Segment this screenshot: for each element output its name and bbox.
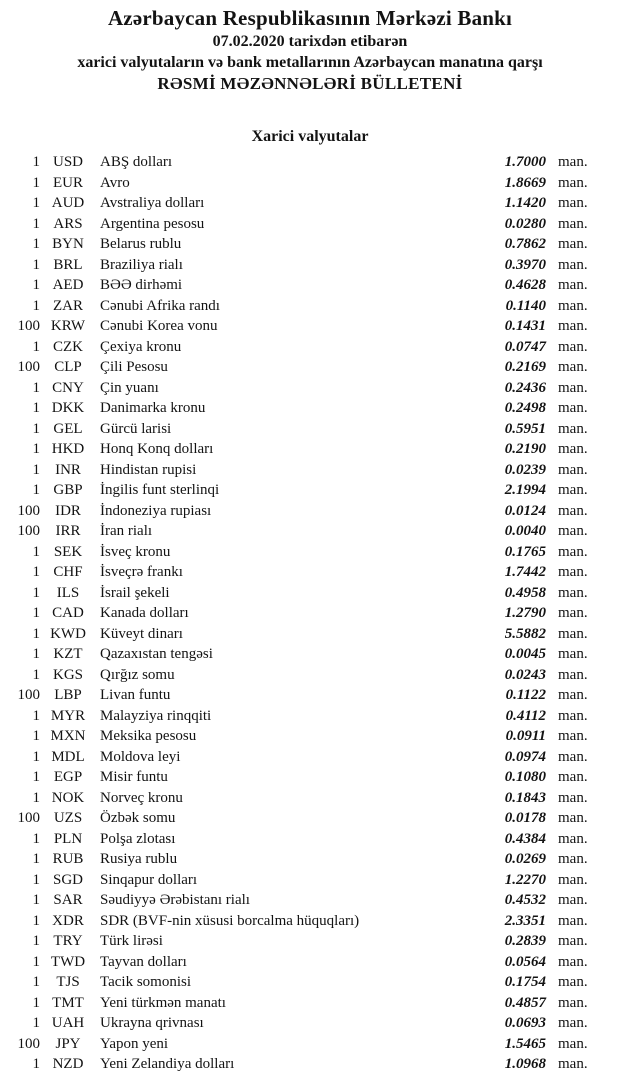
currency-code-cell: TJS: [56, 974, 80, 990]
currency-code-cell: USD: [52, 154, 83, 170]
unit-cell: man.: [558, 564, 588, 580]
quantity-cell: 1: [32, 482, 40, 498]
currency-name-cell: Malayziya rinqqiti: [100, 707, 212, 724]
currency-code-cell: MDL: [51, 748, 85, 765]
quantity-cell: 1: [32, 851, 40, 867]
unit-cell: man.: [558, 502, 588, 519]
rate-value-cell: 0.1843: [504, 789, 546, 806]
unit-cell: man.: [558, 933, 588, 949]
currency-code-cell: ARS: [53, 215, 83, 232]
currency-name-cell: Danimarka kronu: [100, 400, 206, 416]
unit-cell: man.: [558, 318, 588, 334]
table-row: [14, 439, 600, 460]
table-row: [14, 214, 600, 235]
currency-code-cell: ZAR: [53, 297, 83, 314]
quantity-cell: 1: [32, 912, 40, 929]
currency-code-cell: EGP: [53, 769, 83, 785]
table-row: [14, 993, 600, 1014]
currency-name-cell: Çin yuanı: [100, 379, 159, 396]
currency-name-cell: Çexiya kronu: [100, 338, 182, 355]
currency-code-cell: TMT: [52, 994, 84, 1011]
quantity-cell: 1: [32, 297, 40, 314]
rate-value-cell: 1.2270: [504, 871, 546, 888]
currency-code-cell: KWD: [50, 625, 86, 642]
rate-value-cell: 0.0178: [504, 810, 546, 826]
quantity-cell: 1: [32, 605, 40, 621]
table-row: [14, 747, 600, 768]
table-row: [14, 870, 600, 891]
table-row: [14, 234, 600, 255]
unit-cell: man.: [558, 728, 588, 744]
currency-name-cell: Cənubi Korea vonu: [100, 318, 218, 334]
table-row: [14, 706, 600, 727]
currency-name-cell: Yeni Zelandiya dolları: [100, 1056, 235, 1072]
table-row: [14, 357, 600, 378]
unit-cell: man.: [558, 994, 588, 1011]
unit-cell: man.: [558, 892, 588, 908]
currency-code-cell: CLP: [54, 359, 82, 375]
currency-name-cell: Polşa zlotası: [100, 830, 176, 847]
rate-value-cell: 2.1994: [504, 482, 546, 498]
quantity-cell: 1: [32, 236, 40, 252]
quantity-cell: 1: [32, 953, 40, 970]
currency-name-cell: Gürcü larisi: [100, 420, 172, 437]
quantity-cell: 1: [32, 728, 40, 744]
quantity-cell: 1: [32, 830, 40, 847]
rate-value-cell: 0.0045: [504, 646, 546, 662]
currency-name-cell: Çili Pesosu: [100, 359, 168, 375]
rate-value-cell: 0.4532: [504, 892, 546, 908]
unit-cell: man.: [558, 646, 588, 662]
currency-code-cell: DKK: [51, 400, 85, 416]
quantity-cell: 1: [32, 769, 40, 785]
quantity-cell: 1: [32, 1056, 40, 1072]
currency-code-cell: UAH: [51, 1015, 85, 1031]
currency-name-cell: İndoneziya rupiası: [100, 502, 212, 519]
table-row: [14, 603, 600, 624]
unit-cell: man.: [558, 605, 588, 621]
table-row: [14, 624, 600, 645]
section-title: Xarici valyutalar: [251, 128, 369, 145]
rate-value-cell: 1.7000: [504, 154, 546, 170]
currency-code-cell: CAD: [52, 605, 84, 621]
currency-code-cell: MXN: [50, 728, 86, 744]
currency-code-cell: MYR: [50, 707, 86, 724]
table-row: [14, 644, 600, 665]
quantity-cell: 1: [32, 625, 40, 642]
quantity-cell: 1: [32, 420, 40, 437]
unit-cell: man.: [558, 420, 588, 437]
quantity-cell: 1: [32, 277, 40, 293]
currency-code-cell: AED: [52, 277, 84, 293]
unit-cell: man.: [558, 748, 588, 765]
unit-cell: man.: [558, 256, 588, 273]
quantity-cell: 1: [32, 400, 40, 416]
currency-name-cell: Kanada dolları: [100, 605, 189, 621]
rate-value-cell: 0.0280: [504, 215, 546, 232]
quantity-cell: 1: [32, 871, 40, 888]
rate-value-cell: 0.4384: [504, 830, 546, 847]
unit-cell: man.: [558, 338, 588, 355]
unit-cell: man.: [558, 1035, 588, 1052]
quantity-cell: 1: [32, 215, 40, 232]
table-row: [14, 726, 600, 747]
quantity-cell: 1: [32, 379, 40, 396]
unit-cell: man.: [558, 789, 588, 806]
currency-code-cell: EUR: [53, 174, 83, 191]
quantity-cell: 100: [17, 359, 40, 375]
table-row: [14, 460, 600, 481]
currency-name-cell: Özbək somu: [100, 810, 176, 826]
currency-code-cell: INR: [55, 461, 81, 478]
currency-code-cell: BRL: [53, 256, 83, 273]
currency-name-cell: Honq Konq dolları: [100, 441, 214, 457]
currency-code-cell: CHF: [53, 564, 83, 580]
quantity-cell: 1: [32, 707, 40, 724]
currency-code-cell: CNY: [52, 379, 84, 396]
rate-value-cell: 0.4628: [504, 277, 546, 293]
table-row: [14, 255, 600, 276]
currency-name-cell: BƏƏ dirhəmi: [100, 277, 183, 293]
unit-cell: man.: [558, 912, 588, 929]
currency-name-cell: Sinqapur dolları: [100, 871, 198, 888]
currency-code-cell: SAR: [53, 892, 83, 908]
unit-cell: man.: [558, 400, 588, 416]
table-row: [14, 829, 600, 850]
table-row: [14, 767, 600, 788]
quantity-cell: 1: [32, 748, 40, 765]
currency-code-cell: PLN: [53, 830, 83, 847]
currency-code-cell: NZD: [52, 1056, 84, 1072]
rate-value-cell: 0.2190: [504, 441, 546, 457]
quantity-cell: 1: [32, 154, 40, 170]
table-row: [14, 583, 600, 604]
quantity-cell: 1: [32, 195, 40, 211]
table-row: [14, 316, 600, 337]
currency-name-cell: Cənubi Afrika randı: [100, 297, 220, 314]
table-row: [14, 193, 600, 214]
quantity-cell: 1: [32, 646, 40, 662]
rate-value-cell: 0.0124: [504, 502, 546, 519]
currency-name-cell: İran rialı: [100, 523, 153, 539]
table-row: [14, 296, 600, 317]
rate-value-cell: 0.0693: [504, 1015, 546, 1031]
rate-value-cell: 5.5882: [504, 625, 546, 642]
quantity-cell: 100: [17, 687, 40, 703]
table-row: [14, 521, 600, 542]
currency-name-cell: Misir funtu: [100, 769, 168, 785]
currency-code-cell: HKD: [51, 441, 85, 457]
quantity-cell: 1: [32, 933, 40, 949]
currency-code-cell: KRW: [50, 318, 86, 334]
currency-name-cell: Hindistan rupisi: [100, 461, 197, 478]
table-row: [14, 931, 600, 952]
currency-name-cell: Livan funtu: [100, 687, 171, 703]
currency-name-cell: Tacik somonisi: [100, 974, 192, 990]
table-row: [14, 542, 600, 563]
rate-value-cell: 0.1080: [504, 769, 546, 785]
currency-name-cell: Rusiya rublu: [100, 851, 178, 867]
rate-value-cell: 0.0243: [504, 666, 546, 683]
rate-value-cell: 0.0040: [504, 523, 546, 539]
unit-cell: man.: [558, 1056, 588, 1072]
currency-name-cell: ABŞ dolları: [100, 154, 173, 170]
currency-code-cell: LBP: [54, 687, 82, 703]
unit-cell: man.: [558, 871, 588, 888]
currency-name-cell: Türk lirəsi: [100, 933, 163, 949]
rate-value-cell: 0.1122: [505, 687, 546, 703]
currency-name-cell: Yeni türkmən manatı: [100, 994, 226, 1011]
table-row: [14, 952, 600, 973]
rate-value-cell: 0.1765: [504, 543, 546, 560]
currency-name-cell: İsveç kronu: [100, 543, 171, 560]
rate-value-cell: 0.0911: [505, 728, 546, 744]
currency-name-cell: Səudiyyə Ərəbistanı rialı: [100, 892, 250, 908]
unit-cell: man.: [558, 523, 588, 539]
unit-cell: man.: [558, 666, 588, 683]
unit-cell: man.: [558, 625, 588, 642]
currency-name-cell: Küveyt dinarı: [100, 625, 183, 642]
currency-name-cell: Qazaxıstan tengəsi: [100, 646, 213, 662]
rate-value-cell: 1.1420: [504, 195, 546, 211]
quantity-cell: 1: [32, 174, 40, 191]
rate-value-cell: 0.2169: [504, 359, 546, 375]
quantity-cell: 1: [32, 441, 40, 457]
rate-value-cell: 1.5465: [504, 1035, 546, 1052]
rate-value-cell: 0.0564: [504, 953, 546, 970]
unit-cell: man.: [558, 379, 588, 396]
quantity-cell: 1: [32, 338, 40, 355]
rate-value-cell: 0.4857: [504, 994, 546, 1011]
rate-value-cell: 0.0239: [504, 461, 546, 478]
unit-cell: man.: [558, 195, 588, 211]
quantity-cell: 1: [32, 892, 40, 908]
currency-code-cell: XDR: [52, 912, 84, 929]
rate-value-cell: 0.2498: [504, 400, 546, 416]
table-row: [14, 275, 600, 296]
currency-code-cell: GBP: [53, 482, 83, 498]
currency-name-cell: Norveç kronu: [100, 789, 183, 806]
quantity-cell: 1: [32, 974, 40, 990]
rate-value-cell: 0.4112: [505, 707, 546, 724]
bank-title: Azərbaycan Respublikasının Mərkəzi Bankı: [107, 6, 513, 30]
currency-code-cell: AUD: [51, 195, 85, 211]
rate-value-cell: 1.8669: [504, 174, 546, 191]
rate-value-cell: 0.2436: [504, 379, 546, 396]
quantity-cell: 1: [32, 994, 40, 1011]
rate-value-cell: 1.2790: [504, 605, 546, 621]
currency-name-cell: Belarus rublu: [100, 236, 182, 252]
rate-value-cell: 0.4958: [504, 584, 546, 601]
table-row: [14, 1054, 600, 1073]
currency-code-cell: KZT: [53, 646, 83, 662]
table-row: [14, 152, 600, 173]
unit-cell: man.: [558, 769, 588, 785]
unit-cell: man.: [558, 830, 588, 847]
quantity-cell: 1: [32, 1015, 40, 1031]
unit-cell: man.: [558, 215, 588, 232]
unit-cell: man.: [558, 297, 588, 314]
table-row: [14, 480, 600, 501]
bulletin-header: [0, 0, 620, 95]
currency-name-cell: Meksika pesosu: [100, 728, 197, 744]
currency-name-cell: Ukrayna qrivnası: [100, 1015, 204, 1031]
currency-name-cell: Yapon yeni: [100, 1035, 169, 1052]
unit-cell: man.: [558, 482, 588, 498]
table-row: [14, 378, 600, 399]
currency-code-cell: CZK: [53, 338, 83, 355]
unit-cell: man.: [558, 687, 588, 703]
unit-cell: man.: [558, 236, 588, 252]
table-row: [14, 1013, 600, 1034]
table-row: [14, 972, 600, 993]
rate-value-cell: 0.1140: [505, 297, 546, 314]
currency-code-cell: RUB: [52, 851, 84, 867]
unit-cell: man.: [558, 707, 588, 724]
table-row: [14, 337, 600, 358]
rate-value-cell: 0.1431: [504, 318, 546, 334]
currency-code-cell: IRR: [55, 523, 81, 539]
unit-cell: man.: [558, 543, 588, 560]
rate-value-cell: 1.7442: [504, 564, 546, 580]
table-row: [14, 1034, 600, 1055]
unit-cell: man.: [558, 277, 588, 293]
effective-date-line: 07.02.2020 tarixdən etibarən: [212, 33, 408, 50]
currency-code-cell: SEK: [53, 543, 83, 560]
quantity-cell: 1: [32, 564, 40, 580]
table-row: [14, 911, 600, 932]
currency-name-cell: Argentina pesosu: [100, 215, 205, 232]
quantity-cell: 1: [32, 789, 40, 806]
quantity-cell: 1: [32, 461, 40, 478]
table-row: [14, 788, 600, 809]
unit-cell: man.: [558, 974, 588, 990]
bulletin-title: RƏSMİ MƏZƏNNƏLƏRİ BÜLLETENİ: [157, 74, 463, 93]
unit-cell: man.: [558, 810, 588, 826]
unit-cell: man.: [558, 174, 588, 191]
unit-cell: man.: [558, 441, 588, 457]
rate-value-cell: 0.0269: [504, 851, 546, 867]
currency-name-cell: SDR (BVF-nin xüsusi borcalma hüquqları): [100, 912, 360, 929]
currency-name-cell: İngilis funt sterlinqi: [100, 482, 220, 498]
currency-code-cell: TWD: [50, 953, 86, 970]
currency-name-cell: İsrail şekeli: [100, 584, 170, 601]
table-row: [14, 173, 600, 194]
currency-code-cell: BYN: [52, 236, 84, 252]
rate-value-cell: 0.0747: [504, 338, 546, 355]
table-row: [14, 685, 600, 706]
table-row: [14, 808, 600, 829]
rate-value-cell: 1.0968: [504, 1056, 546, 1072]
table-row: [14, 398, 600, 419]
currency-code-cell: KGS: [52, 666, 83, 683]
table-row: [14, 849, 600, 870]
quantity-cell: 1: [32, 666, 40, 683]
unit-cell: man.: [558, 1015, 588, 1031]
table-row: [14, 890, 600, 911]
currency-code-cell: GEL: [53, 420, 83, 437]
currency-code-cell: NOK: [51, 789, 85, 806]
currency-name-cell: Tayvan dolları: [100, 953, 187, 970]
quantity-cell: 100: [17, 810, 40, 826]
quantity-cell: 100: [17, 1035, 40, 1052]
rate-value-cell: 0.5951: [504, 420, 546, 437]
currency-name-cell: Avstraliya dolları: [100, 195, 205, 211]
rate-value-cell: 0.1754: [504, 974, 546, 990]
currency-name-cell: Braziliya rialı: [100, 256, 183, 273]
unit-cell: man.: [558, 584, 588, 601]
quantity-cell: 1: [32, 256, 40, 273]
quantity-cell: 1: [32, 543, 40, 560]
currency-rates-table: [0, 152, 620, 1073]
unit-cell: man.: [558, 461, 588, 478]
unit-cell: man.: [558, 851, 588, 867]
table-row: [14, 501, 600, 522]
currency-name-cell: Qırğız somu: [100, 666, 175, 683]
currency-name-cell: İsveçrə frankı: [100, 564, 183, 580]
currency-code-cell: JPY: [55, 1035, 81, 1052]
rate-value-cell: 0.3970: [504, 256, 546, 273]
table-row: [14, 419, 600, 440]
table-row: [14, 562, 600, 583]
unit-cell: man.: [558, 953, 588, 970]
currency-code-cell: IDR: [55, 502, 81, 519]
quantity-cell: 1: [32, 584, 40, 601]
currency-code-cell: UZS: [53, 810, 83, 826]
quantity-cell: 100: [17, 523, 40, 539]
currency-name-cell: Moldova leyi: [100, 748, 181, 765]
quantity-cell: 100: [17, 502, 40, 519]
quantity-cell: 100: [17, 318, 40, 334]
table-row: [14, 665, 600, 686]
rate-value-cell: 0.2839: [504, 933, 546, 949]
rate-value-cell: 0.0974: [504, 748, 546, 765]
subtitle-line: xarici valyutaların və bank metallarının Azərbaycan manatına qarşı: [77, 54, 543, 71]
currency-code-cell: TRY: [53, 933, 83, 949]
currency-code-cell: ILS: [56, 584, 80, 601]
unit-cell: man.: [558, 359, 588, 375]
currency-name-cell: Avro: [100, 174, 130, 191]
currency-code-cell: SGD: [52, 871, 83, 888]
rate-value-cell: 0.7862: [504, 236, 546, 252]
unit-cell: man.: [558, 154, 588, 170]
rate-value-cell: 2.3351: [504, 912, 546, 929]
